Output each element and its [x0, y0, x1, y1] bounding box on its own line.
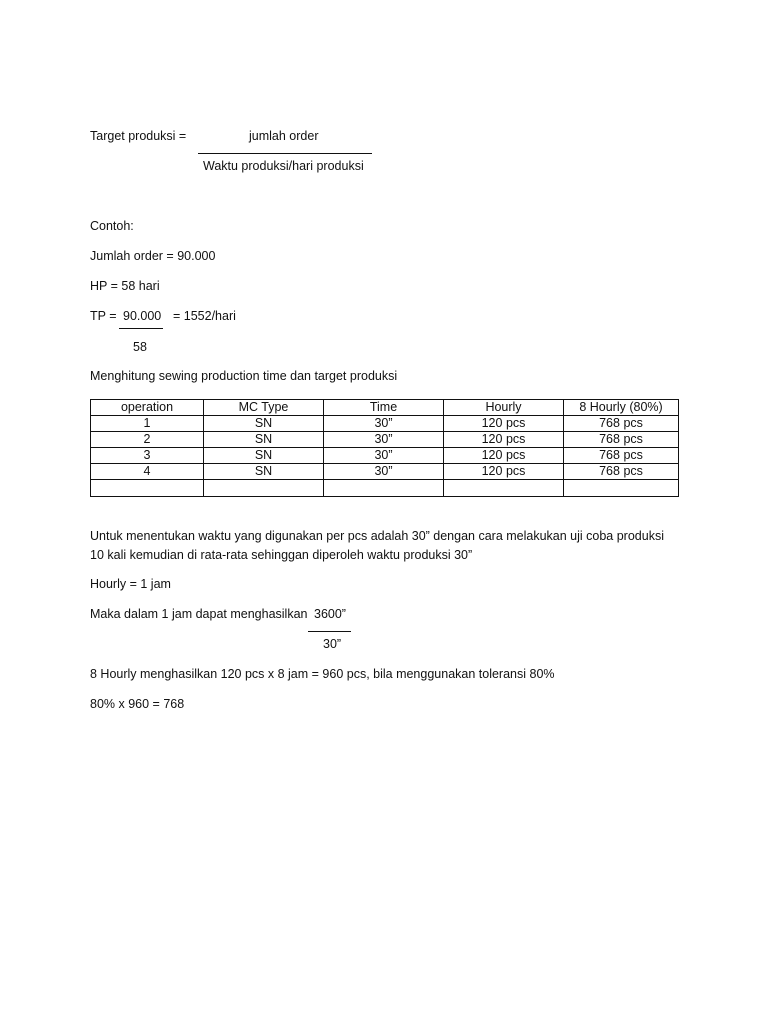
cell-mc-type: SN	[204, 432, 324, 448]
explanation-line-1: Untuk menentukan waktu yang digunakan per pcs adalah 30” dengan cara melakukan uji coba produksi	[90, 529, 664, 543]
example-jumlah-order: Jumlah order = 90.000	[90, 249, 216, 263]
cell-mc-type	[204, 480, 324, 497]
cell-operation: 2	[91, 432, 204, 448]
cell-8-hourly	[564, 480, 679, 497]
hourly-text: Hourly = 1 jam	[90, 577, 171, 591]
table-row-empty	[91, 480, 679, 497]
cell-time: 30”	[324, 432, 444, 448]
cell-operation: 4	[91, 464, 204, 480]
table-row	[91, 448, 679, 464]
table-row	[91, 432, 679, 448]
cell-operation: 1	[91, 416, 204, 432]
example-heading: Contoh:	[90, 219, 134, 233]
table-header-row	[91, 400, 679, 416]
eight-hourly-text: 8 Hourly menghasilkan 120 pcs x 8 jam = 960 pcs, bila menggunakan toleransi 80%	[90, 667, 555, 681]
tp-fraction-line	[119, 328, 163, 329]
example-tp-denominator: 58	[133, 340, 147, 354]
cell-8-hourly: 768 pcs	[564, 432, 679, 448]
maka-text: Maka dalam 1 jam dapat menghasilkan	[90, 607, 308, 621]
cell-mc-type: SN	[204, 416, 324, 432]
example-tp-result: = 1552/hari	[173, 309, 236, 323]
cell-hourly: 120 pcs	[444, 448, 564, 464]
maka-numerator: 3600”	[314, 607, 346, 621]
cell-hourly	[444, 480, 564, 497]
cell-hourly: 120 pcs	[444, 464, 564, 480]
header-operation: operation	[91, 400, 204, 416]
cell-operation: 3	[91, 448, 204, 464]
example-tp-numerator: 90.000	[123, 309, 162, 323]
operations-table	[90, 399, 679, 497]
header-mc-type: MC Type	[204, 400, 324, 416]
formula-lhs: Target produksi =	[90, 129, 187, 143]
cell-time	[324, 480, 444, 497]
example-hp: HP = 58 hari	[90, 279, 160, 293]
final-calc-text: 80% x 960 = 768	[90, 697, 185, 711]
cell-mc-type: SN	[204, 464, 324, 480]
cell-time: 30”	[324, 464, 444, 480]
header-hourly: Hourly	[444, 400, 564, 416]
cell-time: 30”	[324, 416, 444, 432]
formula-numerator: jumlah order	[249, 129, 319, 143]
table-title: Menghitung sewing production time dan target produksi	[90, 369, 398, 383]
maka-fraction-line	[308, 631, 351, 632]
cell-time: 30”	[324, 448, 444, 464]
formula-fraction-line	[198, 153, 372, 154]
cell-operation	[91, 480, 204, 497]
header-time: Time	[324, 400, 444, 416]
formula-denominator: Waktu produksi/hari produksi	[203, 159, 364, 173]
cell-mc-type: SN	[204, 448, 324, 464]
cell-8-hourly: 768 pcs	[564, 416, 679, 432]
explanation-line-2: 10 kali kemudian di rata-rata sehinggan diperoleh waktu produksi 30”	[90, 548, 473, 562]
maka-denominator: 30”	[323, 637, 342, 651]
table-row	[91, 416, 679, 432]
cell-hourly: 120 pcs	[444, 416, 564, 432]
cell-8-hourly: 768 pcs	[564, 448, 679, 464]
header-8-hourly: 8 Hourly (80%)	[564, 400, 679, 416]
example-tp-prefix: TP =	[90, 309, 117, 323]
table-row	[91, 464, 679, 480]
cell-8-hourly: 768 pcs	[564, 464, 679, 480]
cell-hourly: 120 pcs	[444, 432, 564, 448]
